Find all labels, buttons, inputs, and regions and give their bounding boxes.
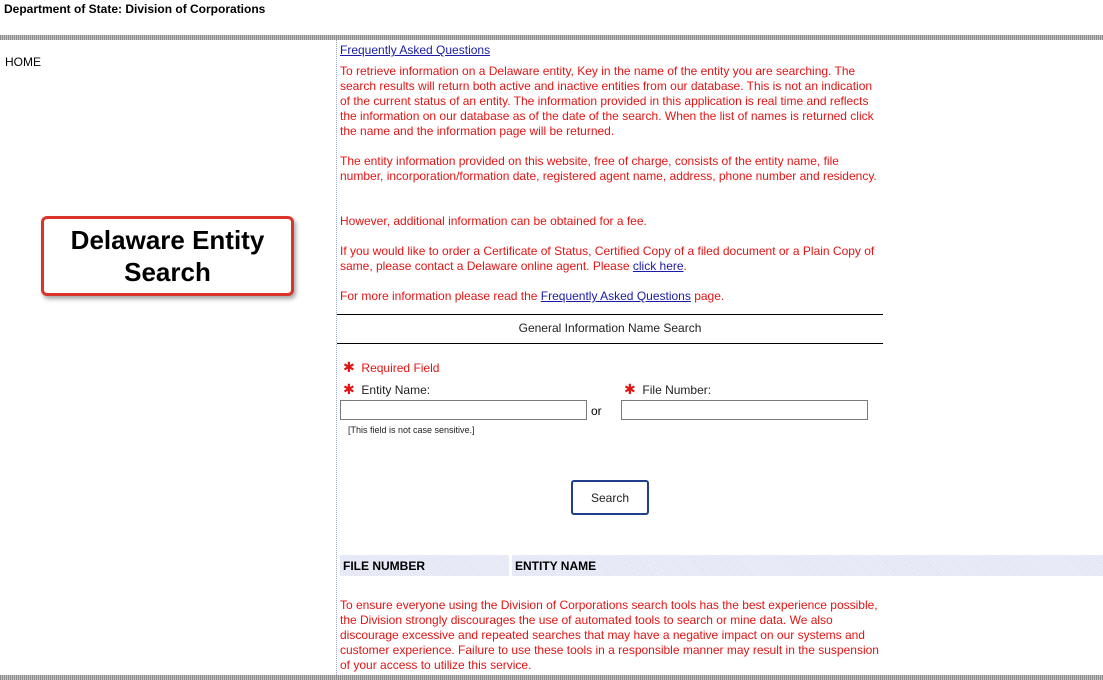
column-divider (336, 40, 337, 675)
intro-paragraph-4 (340, 244, 885, 274)
section-rule-bottom (337, 343, 883, 344)
header-divider (0, 35, 1103, 40)
entity-name-input[interactable] (340, 400, 587, 420)
case-sensitivity-note: [This field is not case sensitive.] (348, 425, 475, 435)
intro-paragraph-3: However, additional information can be obtained for a fee. (340, 214, 647, 228)
asterisk-icon: ✱ (624, 381, 636, 397)
intro-p5-end: page. (690, 289, 725, 303)
asterisk-icon: ✱ (343, 359, 355, 375)
footer-divider (0, 675, 1103, 680)
nav-home-link[interactable]: HOME (5, 55, 41, 69)
section-rule-top (337, 314, 883, 315)
callout-line-2: Search (124, 257, 211, 287)
entity-name-label: Entity Name: (361, 383, 431, 397)
required-field-legend (343, 359, 439, 376)
required-field-label: Required Field (361, 361, 440, 375)
intro-p4-text: If you would like to order a Certificate of Status, Certified Copy of a filed document or a Plain Copy of same, please contact a Delaware online agent. Please (340, 244, 875, 273)
file-number-input[interactable] (621, 400, 868, 420)
results-header-file-number: FILE NUMBER (340, 555, 509, 576)
main-content (340, 43, 885, 57)
or-label: or (591, 404, 602, 418)
asterisk-icon: ✱ (343, 381, 355, 397)
automation-disclaimer: To ensure everyone using the Division of Corporations search tools has the best experience possible, the Division strongly discourages the use of automated tools to search or mine data. We also discourage excessive and repeated searches that may have a negative impact on our systems and customer experience. Failure to use these tools in a responsible manner may result in the suspension of your access to utilize this service. (340, 598, 879, 672)
callout-line-1: Delaware Entity (70, 225, 265, 255)
entity-search-callout (41, 216, 294, 296)
intro-paragraph-2: The entity information provided on this website, free of charge, consists of the entity name, file number, incorporation/formation date, registered agent name, address, phone number and residency. (340, 154, 877, 183)
intro-p5-text: For more information please read the (340, 289, 541, 303)
faq-inline-link[interactable]: Frequently Asked Questions (540, 289, 691, 303)
intro-p4-end: . (683, 259, 687, 273)
file-number-label: File Number: (642, 383, 712, 397)
click-here-link[interactable]: click here (632, 259, 684, 273)
faq-top-link[interactable]: Frequently Asked Questions (340, 43, 491, 57)
intro-paragraph-1: To retrieve information on a Delaware entity, Key in the name of the entity you are searching. The search results will return both active and inactive entities from our database. This is not an indication of the current status of an entity. The information provided in this application is real time and reflects the information on our database as of the date of the search. When the list of names is returned click the name and the information page will be returned. (340, 64, 874, 138)
results-header-entity-name: ENTITY NAME (512, 555, 1103, 576)
entity-name-label-row (343, 381, 430, 398)
intro-paragraph-5 (340, 289, 885, 304)
page-header-title: Department of State: Division of Corporations (4, 2, 266, 16)
file-number-label-row (624, 381, 711, 398)
search-button[interactable]: Search (571, 480, 649, 515)
search-section-title: General Information Name Search (518, 321, 702, 335)
